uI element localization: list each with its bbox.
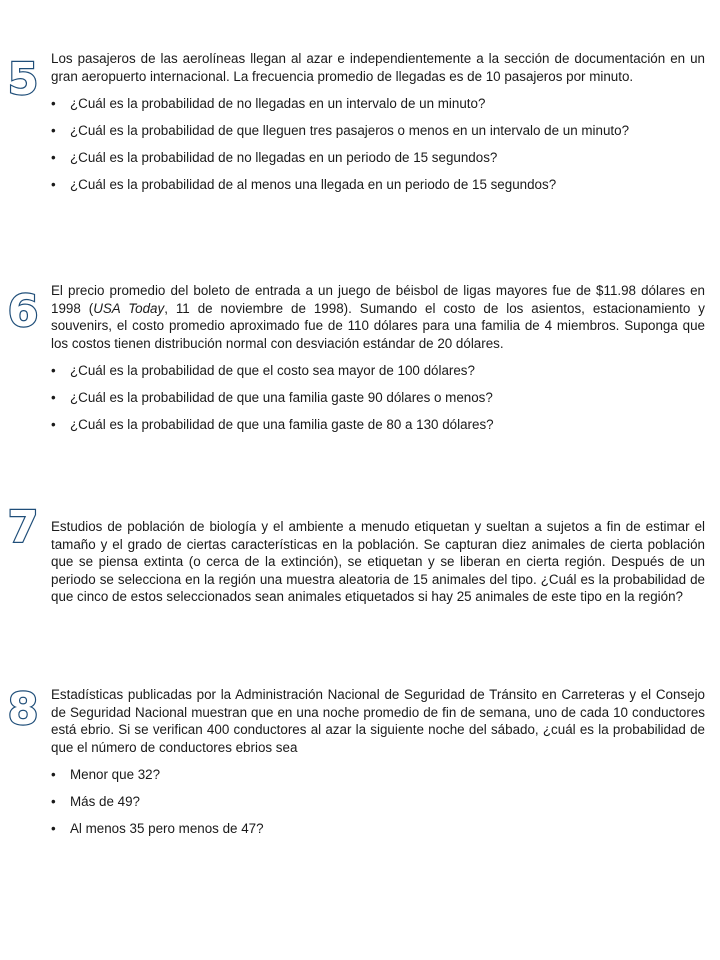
problem-number-badge — [6, 684, 40, 735]
problem-number: 6 — [7, 286, 39, 337]
problem-content — [51, 282, 705, 434]
problem-number: 5 — [7, 54, 39, 105]
problem-number-badge — [6, 54, 40, 105]
problem-number: 8 — [7, 684, 39, 735]
publication-title: USA Today — [93, 300, 165, 316]
problem-statement: Estadísticas publicadas por la Administración Nacional de Seguridad de Tránsito en Carreteras y el Consejo de Seguridad Nacional muestran que en una noche promedio de fin de semana, uno de cada 10 conductores está ebrio. Si se verifican 400 conductores al azar la siguiente noche del sábado, ¿cuál es la probabilidad de que el número de conductores ebrios sea — [51, 687, 705, 755]
problem-number-icon — [6, 684, 40, 735]
problem-statement: Estudios de población de biología y el ambiente a menudo etiquetan y sueltan a sujetos a fin de estimar el tamaño y el grado de ciertas características en la población. Se capturan diez animales de cierta población que se piensa extinta (o cerca de la extinción), se etiquetan y se liberan en cierta región. Después de un periodo se selecciona en la región una muestra aleatoria de 15 animales del tipo. ¿Cuál es la probabilidad de que cinco de estos seleccionados sean animales etiquetados si hay 25 animales de este tipo en la región? — [51, 519, 705, 605]
problem-content — [51, 50, 705, 194]
question-item: • ¿Cuál es la probabilidad de no llegadas en un intervalo de un minuto? — [51, 95, 705, 113]
statement-part: , 11 de noviembre de 1998). Sumando el costo de los asientos, estacionamiento y souvenirs, el costo promedio aproximado fue de 110 dólares para una familia de 4 miembros. Suponga que los costos tienen distribución normal con desviación estándar de 20 dólares. — [51, 300, 705, 351]
problem-number-icon — [6, 502, 40, 553]
question-item: • ¿Cuál es la probabilidad de que una familia gaste de 80 a 130 dólares? — [51, 416, 705, 434]
problem-number-badge — [6, 502, 40, 553]
question-item: • ¿Cuál es la probabilidad de que lleguen tres pasajeros o menos en un intervalo de un minuto? — [51, 122, 705, 140]
question-item: • ¿Cuál es la probabilidad de no llegadas en un periodo de 15 segundos? — [51, 149, 705, 167]
problem-number-icon — [6, 54, 40, 105]
question-list — [51, 362, 705, 434]
question-item: • ¿Cuál es la probabilidad de que el costo sea mayor de 100 dólares? — [51, 362, 705, 380]
problem-number-badge — [6, 286, 40, 337]
problem-statement: Los pasajeros de las aerolíneas llegan al azar e independientemente a la sección de documentación en un gran aeropuerto internacional. La frecuencia promedio de llegadas es de 10 pasajeros por minuto. — [51, 51, 705, 84]
question-item: • ¿Cuál es la probabilidad de al menos una llegada en un periodo de 15 segundos? — [51, 176, 705, 194]
question-item: • Al menos 35 pero menos de 47? — [51, 820, 705, 838]
problem-content — [51, 518, 705, 606]
statement-part: El precio promedio del boleto de entrada a un juego de béisbol de ligas mayores fue de $11.98 dólares en 1998 ( — [51, 283, 705, 316]
problem-content — [51, 686, 705, 838]
question-item: • ¿Cuál es la probabilidad de que una familia gaste 90 dólares o menos? — [51, 389, 705, 407]
question-item: • Menor que 32? — [51, 766, 705, 784]
problem-number: 7 — [7, 502, 39, 553]
problem-number-icon — [6, 286, 40, 337]
question-list — [51, 766, 705, 838]
question-item: • Más de 49? — [51, 793, 705, 811]
question-list — [51, 95, 705, 194]
problem-statement — [51, 282, 705, 352]
